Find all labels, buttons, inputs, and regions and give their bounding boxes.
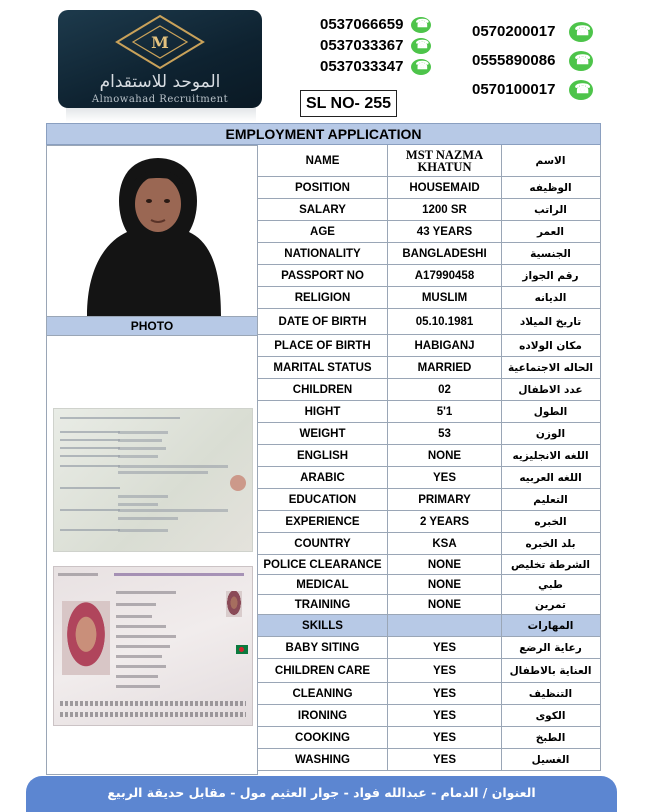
field-value: PRIMARY bbox=[388, 489, 502, 510]
field-value: 53 bbox=[388, 423, 502, 444]
field-label-arabic: رعاية الرضع bbox=[519, 641, 582, 654]
logo-english-text: Almowahad Recruitment bbox=[91, 94, 229, 105]
phone-row bbox=[472, 75, 593, 104]
field-value: NONE bbox=[388, 575, 502, 594]
field-value: NONE bbox=[388, 595, 502, 614]
whatsapp-icon bbox=[569, 80, 593, 100]
field-value: YES bbox=[388, 705, 502, 726]
field-label-arabic: تاريخ الميلاد bbox=[519, 315, 582, 328]
table-row bbox=[258, 177, 601, 199]
field-value: YES bbox=[388, 659, 502, 682]
flag-icon bbox=[236, 645, 248, 654]
field-label-arabic: طبي bbox=[538, 578, 563, 591]
skill-row bbox=[258, 749, 601, 771]
field-value: MUSLIM bbox=[388, 287, 502, 308]
svg-text:M: M bbox=[151, 33, 169, 52]
application-table bbox=[258, 145, 601, 771]
field-label-arabic: التنظيف bbox=[528, 687, 573, 700]
table-row bbox=[258, 243, 601, 265]
phone-row bbox=[472, 46, 593, 75]
passport-photo bbox=[62, 601, 110, 675]
field-label: HIGHT bbox=[258, 401, 388, 422]
field-value: 1200 SR bbox=[388, 199, 502, 220]
field-label: CHILDREN bbox=[258, 379, 388, 400]
field-label: CLEANING bbox=[258, 683, 388, 704]
field-label-arabic: الاسم bbox=[535, 154, 566, 167]
field-label: RELIGION bbox=[258, 287, 388, 308]
whatsapp-icon bbox=[411, 17, 431, 33]
phone-row bbox=[472, 17, 593, 46]
table-row bbox=[258, 467, 601, 489]
field-label: MEDICAL bbox=[258, 575, 388, 594]
field-label: DATE OF BIRTH bbox=[258, 309, 388, 334]
field-label-arabic: الخبره bbox=[534, 515, 567, 528]
table-row bbox=[258, 309, 601, 335]
table-row bbox=[258, 511, 601, 533]
field-value: YES bbox=[388, 749, 502, 770]
table-row bbox=[258, 265, 601, 287]
table-row bbox=[258, 555, 601, 575]
field-label: MARITAL STATUS bbox=[258, 357, 388, 378]
table-row bbox=[258, 199, 601, 221]
table-row bbox=[258, 423, 601, 445]
table-row bbox=[258, 221, 601, 243]
field-label: WASHING bbox=[258, 749, 388, 770]
phone-row bbox=[320, 14, 431, 35]
field-label-arabic: التعليم bbox=[533, 493, 568, 506]
skills-header-arabic: المهارات bbox=[527, 619, 574, 632]
field-label: SALARY bbox=[258, 199, 388, 220]
field-value: 05.10.1981 bbox=[388, 309, 502, 334]
field-label: BABY SITING bbox=[258, 637, 388, 658]
table-row bbox=[258, 357, 601, 379]
field-label: AGE bbox=[258, 221, 388, 242]
field-label-arabic: العناية بالاطفال bbox=[509, 664, 592, 677]
field-label-arabic: رقم الجواز bbox=[522, 269, 579, 282]
field-value: MARRIED bbox=[388, 357, 502, 378]
table-row bbox=[258, 145, 601, 177]
skills-header-label: SKILLS bbox=[258, 615, 388, 636]
field-label-arabic: الطول bbox=[533, 405, 568, 418]
table-row bbox=[258, 489, 601, 511]
seal-icon bbox=[230, 475, 246, 491]
field-label: IRONING bbox=[258, 705, 388, 726]
logo-emblem-icon bbox=[113, 14, 207, 72]
phone-list-left bbox=[320, 14, 431, 77]
phone-number: 0537033367 bbox=[320, 37, 404, 54]
whatsapp-icon bbox=[569, 22, 593, 42]
field-label-arabic: الحاله الاجتماعية bbox=[507, 361, 594, 374]
phone-number: 0555890086 bbox=[472, 52, 556, 69]
field-label: EXPERIENCE bbox=[258, 511, 388, 532]
field-label-arabic: مكان الولاده bbox=[519, 339, 582, 352]
phone-number: 0570200017 bbox=[472, 23, 556, 40]
serial-number: SL NO- 255 bbox=[300, 90, 397, 117]
field-value: 5'1 bbox=[388, 401, 502, 422]
field-label: NATIONALITY bbox=[258, 243, 388, 264]
field-label-arabic: العمر bbox=[536, 225, 565, 238]
field-value: 2 YEARS bbox=[388, 511, 502, 532]
field-label-arabic: بلد الخبره bbox=[525, 537, 576, 550]
field-value: YES bbox=[388, 727, 502, 748]
logo-reflection bbox=[66, 108, 256, 122]
field-label-arabic: الشرطة تخليص bbox=[510, 558, 591, 571]
skill-row bbox=[258, 637, 601, 659]
field-label-arabic: اللغه العربيه bbox=[519, 471, 582, 484]
field-value: YES bbox=[388, 637, 502, 658]
field-value: NONE bbox=[388, 445, 502, 466]
field-label: COOKING bbox=[258, 727, 388, 748]
field-value: BANGLADESHI bbox=[388, 243, 502, 264]
field-value: YES bbox=[388, 683, 502, 704]
field-label: EDUCATION bbox=[258, 489, 388, 510]
skills-header-empty bbox=[388, 615, 502, 636]
phone-number: 0570100017 bbox=[472, 81, 556, 98]
logo-arabic-text: الموحد للاستقدام bbox=[99, 72, 221, 92]
field-label-arabic: الوزن bbox=[535, 427, 566, 440]
field-label: PLACE OF BIRTH bbox=[258, 335, 388, 356]
field-label: POLICE CLEARANCE bbox=[258, 555, 388, 574]
table-row bbox=[258, 287, 601, 309]
field-value: HABIGANJ bbox=[388, 335, 502, 356]
field-label-arabic: اللغه الانجليزيه bbox=[512, 449, 589, 462]
skills-header-row bbox=[258, 615, 601, 637]
field-label-arabic: الطبخ bbox=[535, 731, 566, 744]
field-value: A17990458 bbox=[388, 265, 502, 286]
phone-number: 0537033347 bbox=[320, 58, 404, 75]
whatsapp-icon bbox=[411, 38, 431, 54]
field-label: TRAINING bbox=[258, 595, 388, 614]
table-row bbox=[258, 533, 601, 555]
field-label: COUNTRY bbox=[258, 533, 388, 554]
photo-label: PHOTO bbox=[47, 316, 257, 336]
field-label: WEIGHT bbox=[258, 423, 388, 444]
table-row bbox=[258, 445, 601, 467]
table-row bbox=[258, 379, 601, 401]
address-footer: العنوان / الدمام - عبدالله فواد - جوار العثيم مول - مقابل حديقة الربيع bbox=[26, 776, 617, 812]
field-value: 02 bbox=[388, 379, 502, 400]
field-label-arabic: تمرين bbox=[535, 598, 566, 611]
field-label-arabic: الكوى bbox=[535, 709, 566, 722]
field-value: KSA bbox=[388, 533, 502, 554]
field-label-arabic: الديانه bbox=[534, 291, 567, 304]
phone-number: 0537066659 bbox=[320, 16, 404, 33]
field-label-arabic: عدد الاطفال bbox=[518, 383, 583, 396]
skill-row bbox=[258, 659, 601, 683]
field-label-arabic: الجنسية bbox=[530, 247, 571, 260]
field-label-arabic: الوظيفه bbox=[529, 181, 572, 194]
field-label: ENGLISH bbox=[258, 445, 388, 466]
whatsapp-icon bbox=[569, 51, 593, 71]
phone-list-right bbox=[472, 17, 593, 104]
field-label: CHILDREN CARE bbox=[258, 659, 388, 682]
skill-row bbox=[258, 705, 601, 727]
field-label: NAME bbox=[258, 145, 388, 176]
passport-ghost-photo bbox=[226, 591, 242, 617]
field-label: ARABIC bbox=[258, 467, 388, 488]
field-label-arabic: الغسيل bbox=[531, 753, 570, 766]
table-row bbox=[258, 575, 601, 595]
table-row bbox=[258, 335, 601, 357]
field-label-arabic: الراتب bbox=[534, 203, 567, 216]
phone-row bbox=[320, 56, 431, 77]
skill-row bbox=[258, 727, 601, 749]
field-label: PASSPORT NO bbox=[258, 265, 388, 286]
field-value: 43 YEARS bbox=[388, 221, 502, 242]
field-label: POSITION bbox=[258, 177, 388, 198]
field-value: NONE bbox=[388, 555, 502, 574]
page-title: EMPLOYMENT APPLICATION bbox=[46, 123, 601, 145]
personal-data-document-image bbox=[53, 408, 253, 552]
table-row bbox=[258, 595, 601, 615]
skill-row bbox=[258, 683, 601, 705]
candidate-photo bbox=[47, 146, 257, 316]
phone-row bbox=[320, 35, 431, 56]
photo-column bbox=[46, 145, 258, 775]
field-value: YES bbox=[388, 467, 502, 488]
table-row bbox=[258, 401, 601, 423]
company-logo bbox=[58, 10, 262, 108]
passport-image bbox=[53, 566, 253, 726]
field-value: MST NAZMA KHATUN bbox=[388, 145, 502, 176]
whatsapp-icon bbox=[411, 59, 431, 75]
field-value: HOUSEMAID bbox=[388, 177, 502, 198]
